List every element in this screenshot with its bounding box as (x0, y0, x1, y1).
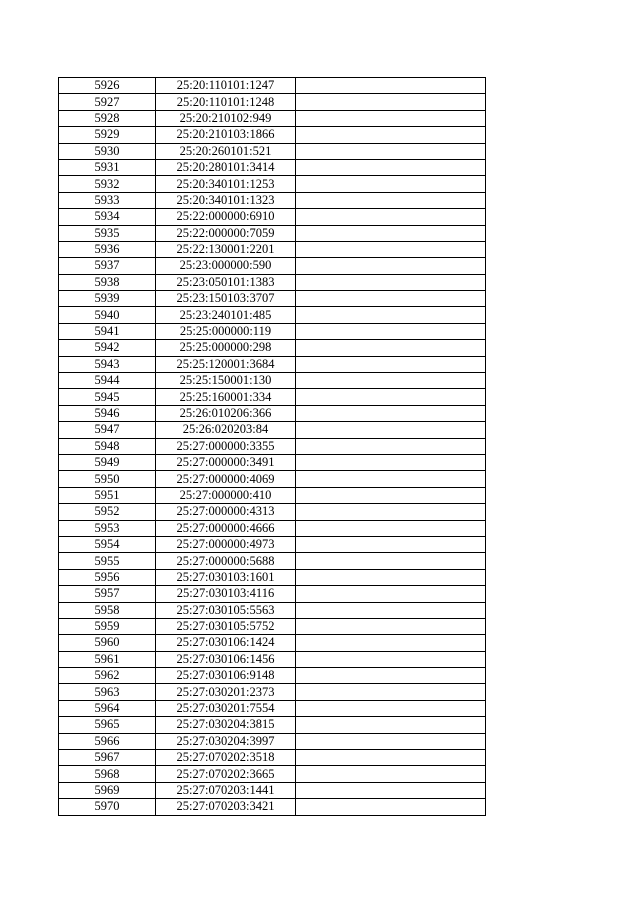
table-row (59, 618, 486, 634)
table-row (59, 422, 486, 438)
cadastral-number-cell: 25:23:000000:590 (156, 258, 296, 274)
empty-cell (296, 291, 486, 307)
cadastral-number-cell: 25:20:210103:1866 (156, 127, 296, 143)
cadastral-number-cell: 25:27:000000:4666 (156, 520, 296, 536)
cadastral-number-cell: 25:27:030103:1601 (156, 569, 296, 585)
cadastral-number-cell: 25:26:010206:366 (156, 405, 296, 421)
cadastral-number-cell: 25:27:030201:2373 (156, 684, 296, 700)
row-number-cell: 5953 (59, 520, 156, 536)
table-row (59, 684, 486, 700)
cadastral-number-cell: 25:22:000000:7059 (156, 225, 296, 241)
empty-cell (296, 602, 486, 618)
table-row (59, 356, 486, 372)
table-row (59, 700, 486, 716)
cadastral-number-cell: 25:20:110101:1247 (156, 78, 296, 94)
empty-cell (296, 782, 486, 798)
empty-cell (296, 225, 486, 241)
cadastral-number-cell: 25:23:240101:485 (156, 307, 296, 323)
cadastral-number-cell: 25:27:030106:1424 (156, 635, 296, 651)
row-number-cell: 5949 (59, 454, 156, 470)
table-row (59, 504, 486, 520)
empty-cell (296, 94, 486, 110)
row-number-cell: 5961 (59, 651, 156, 667)
table-row (59, 110, 486, 126)
cadastral-number-cell: 25:22:130001:2201 (156, 241, 296, 257)
row-number-cell: 5952 (59, 504, 156, 520)
table-row (59, 520, 486, 536)
row-number-cell: 5959 (59, 618, 156, 634)
table-row (59, 750, 486, 766)
row-number-cell: 5928 (59, 110, 156, 126)
row-number-cell: 5945 (59, 389, 156, 405)
cadastral-number-cell: 25:27:030103:4116 (156, 586, 296, 602)
row-number-cell: 5936 (59, 241, 156, 257)
row-number-cell: 5948 (59, 438, 156, 454)
table-row (59, 340, 486, 356)
row-number-cell: 5934 (59, 209, 156, 225)
empty-cell (296, 520, 486, 536)
empty-cell (296, 569, 486, 585)
cadastral-number-cell: 25:27:030105:5752 (156, 618, 296, 634)
cadastral-number-cell: 25:25:160001:334 (156, 389, 296, 405)
row-number-cell: 5944 (59, 373, 156, 389)
table-row (59, 225, 486, 241)
cadastral-number-cell: 25:27:030204:3815 (156, 717, 296, 733)
row-number-cell: 5960 (59, 635, 156, 651)
row-number-cell: 5966 (59, 733, 156, 749)
cadastral-number-cell: 25:27:000000:3355 (156, 438, 296, 454)
table-row (59, 766, 486, 782)
empty-cell (296, 684, 486, 700)
empty-cell (296, 78, 486, 94)
cadastral-number-cell: 25:25:120001:3684 (156, 356, 296, 372)
row-number-cell: 5926 (59, 78, 156, 94)
empty-cell (296, 700, 486, 716)
cadastral-number-cell: 25:27:030105:5563 (156, 602, 296, 618)
cadastral-number-cell: 25:26:020203:84 (156, 422, 296, 438)
data-table-body (59, 78, 486, 816)
row-number-cell: 5956 (59, 569, 156, 585)
cadastral-number-cell: 25:27:030204:3997 (156, 733, 296, 749)
row-number-cell: 5967 (59, 750, 156, 766)
row-number-cell: 5939 (59, 291, 156, 307)
empty-cell (296, 422, 486, 438)
row-number-cell: 5963 (59, 684, 156, 700)
table-row (59, 373, 486, 389)
row-number-cell: 5941 (59, 323, 156, 339)
row-number-cell: 5962 (59, 668, 156, 684)
row-number-cell: 5932 (59, 176, 156, 192)
cadastral-number-cell: 25:23:150103:3707 (156, 291, 296, 307)
data-table (58, 77, 486, 816)
cadastral-number-cell: 25:27:000000:5688 (156, 553, 296, 569)
table-row (59, 586, 486, 602)
empty-cell (296, 127, 486, 143)
empty-cell (296, 176, 486, 192)
row-number-cell: 5930 (59, 143, 156, 159)
row-number-cell: 5954 (59, 536, 156, 552)
table-row (59, 717, 486, 733)
table-row (59, 258, 486, 274)
empty-cell (296, 110, 486, 126)
empty-cell (296, 241, 486, 257)
table-row (59, 307, 486, 323)
row-number-cell: 5933 (59, 192, 156, 208)
table-row (59, 176, 486, 192)
table-row (59, 209, 486, 225)
cadastral-number-cell: 25:27:070202:3665 (156, 766, 296, 782)
empty-cell (296, 536, 486, 552)
cadastral-number-cell: 25:27:000000:3491 (156, 454, 296, 470)
row-number-cell: 5940 (59, 307, 156, 323)
empty-cell (296, 750, 486, 766)
empty-cell (296, 717, 486, 733)
empty-cell (296, 373, 486, 389)
table-row (59, 127, 486, 143)
row-number-cell: 5969 (59, 782, 156, 798)
table-row (59, 651, 486, 667)
table-row (59, 323, 486, 339)
empty-cell (296, 159, 486, 175)
row-number-cell: 5937 (59, 258, 156, 274)
table-row (59, 274, 486, 290)
cadastral-number-cell: 25:23:050101:1383 (156, 274, 296, 290)
cadastral-number-cell: 25:27:000000:4973 (156, 536, 296, 552)
cadastral-number-cell: 25:22:000000:6910 (156, 209, 296, 225)
table-row (59, 405, 486, 421)
row-number-cell: 5931 (59, 159, 156, 175)
empty-cell (296, 487, 486, 503)
table-row (59, 241, 486, 257)
cadastral-number-cell: 25:27:030106:1456 (156, 651, 296, 667)
row-number-cell: 5957 (59, 586, 156, 602)
row-number-cell: 5951 (59, 487, 156, 503)
row-number-cell: 5938 (59, 274, 156, 290)
empty-cell (296, 766, 486, 782)
empty-cell (296, 471, 486, 487)
cadastral-number-cell: 25:27:000000:4313 (156, 504, 296, 520)
empty-cell (296, 389, 486, 405)
row-number-cell: 5970 (59, 799, 156, 815)
row-number-cell: 5947 (59, 422, 156, 438)
empty-cell (296, 651, 486, 667)
empty-cell (296, 586, 486, 602)
cadastral-number-cell: 25:27:070202:3518 (156, 750, 296, 766)
row-number-cell: 5958 (59, 602, 156, 618)
table-row (59, 159, 486, 175)
row-number-cell: 5955 (59, 553, 156, 569)
empty-cell (296, 274, 486, 290)
empty-cell (296, 553, 486, 569)
row-number-cell: 5943 (59, 356, 156, 372)
cadastral-number-cell: 25:27:000000:410 (156, 487, 296, 503)
empty-cell (296, 192, 486, 208)
table-row (59, 389, 486, 405)
cadastral-number-cell: 25:27:030201:7554 (156, 700, 296, 716)
cadastral-number-cell: 25:25:150001:130 (156, 373, 296, 389)
empty-cell (296, 733, 486, 749)
cadastral-number-cell: 25:20:280101:3414 (156, 159, 296, 175)
empty-cell (296, 799, 486, 815)
empty-cell (296, 307, 486, 323)
cadastral-number-cell: 25:25:000000:298 (156, 340, 296, 356)
table-row (59, 471, 486, 487)
table-row (59, 487, 486, 503)
table-row (59, 438, 486, 454)
empty-cell (296, 504, 486, 520)
table-row (59, 635, 486, 651)
empty-cell (296, 323, 486, 339)
row-number-cell: 5929 (59, 127, 156, 143)
empty-cell (296, 258, 486, 274)
cadastral-number-cell: 25:20:340101:1253 (156, 176, 296, 192)
empty-cell (296, 454, 486, 470)
table-row (59, 454, 486, 470)
table-row (59, 192, 486, 208)
table-row (59, 143, 486, 159)
table-row (59, 94, 486, 110)
empty-cell (296, 438, 486, 454)
cadastral-number-cell: 25:20:340101:1323 (156, 192, 296, 208)
cadastral-number-cell: 25:25:000000:119 (156, 323, 296, 339)
row-number-cell: 5946 (59, 405, 156, 421)
empty-cell (296, 618, 486, 634)
table-row (59, 782, 486, 798)
empty-cell (296, 668, 486, 684)
empty-cell (296, 340, 486, 356)
cadastral-number-cell: 25:20:210102:949 (156, 110, 296, 126)
table-row (59, 733, 486, 749)
cadastral-number-cell: 25:27:070203:3421 (156, 799, 296, 815)
row-number-cell: 5927 (59, 94, 156, 110)
table-row (59, 291, 486, 307)
row-number-cell: 5935 (59, 225, 156, 241)
cadastral-number-cell: 25:27:030106:9148 (156, 668, 296, 684)
empty-cell (296, 209, 486, 225)
cadastral-number-cell: 25:27:070203:1441 (156, 782, 296, 798)
empty-cell (296, 405, 486, 421)
cadastral-number-cell: 25:20:260101:521 (156, 143, 296, 159)
table-row (59, 668, 486, 684)
table-row (59, 78, 486, 94)
row-number-cell: 5964 (59, 700, 156, 716)
empty-cell (296, 635, 486, 651)
row-number-cell: 5965 (59, 717, 156, 733)
row-number-cell: 5942 (59, 340, 156, 356)
cadastral-number-cell: 25:20:110101:1248 (156, 94, 296, 110)
empty-cell (296, 356, 486, 372)
row-number-cell: 5968 (59, 766, 156, 782)
table-row (59, 602, 486, 618)
table-row (59, 569, 486, 585)
table-row (59, 553, 486, 569)
empty-cell (296, 143, 486, 159)
row-number-cell: 5950 (59, 471, 156, 487)
table-row (59, 799, 486, 815)
table-row (59, 536, 486, 552)
cadastral-number-cell: 25:27:000000:4069 (156, 471, 296, 487)
